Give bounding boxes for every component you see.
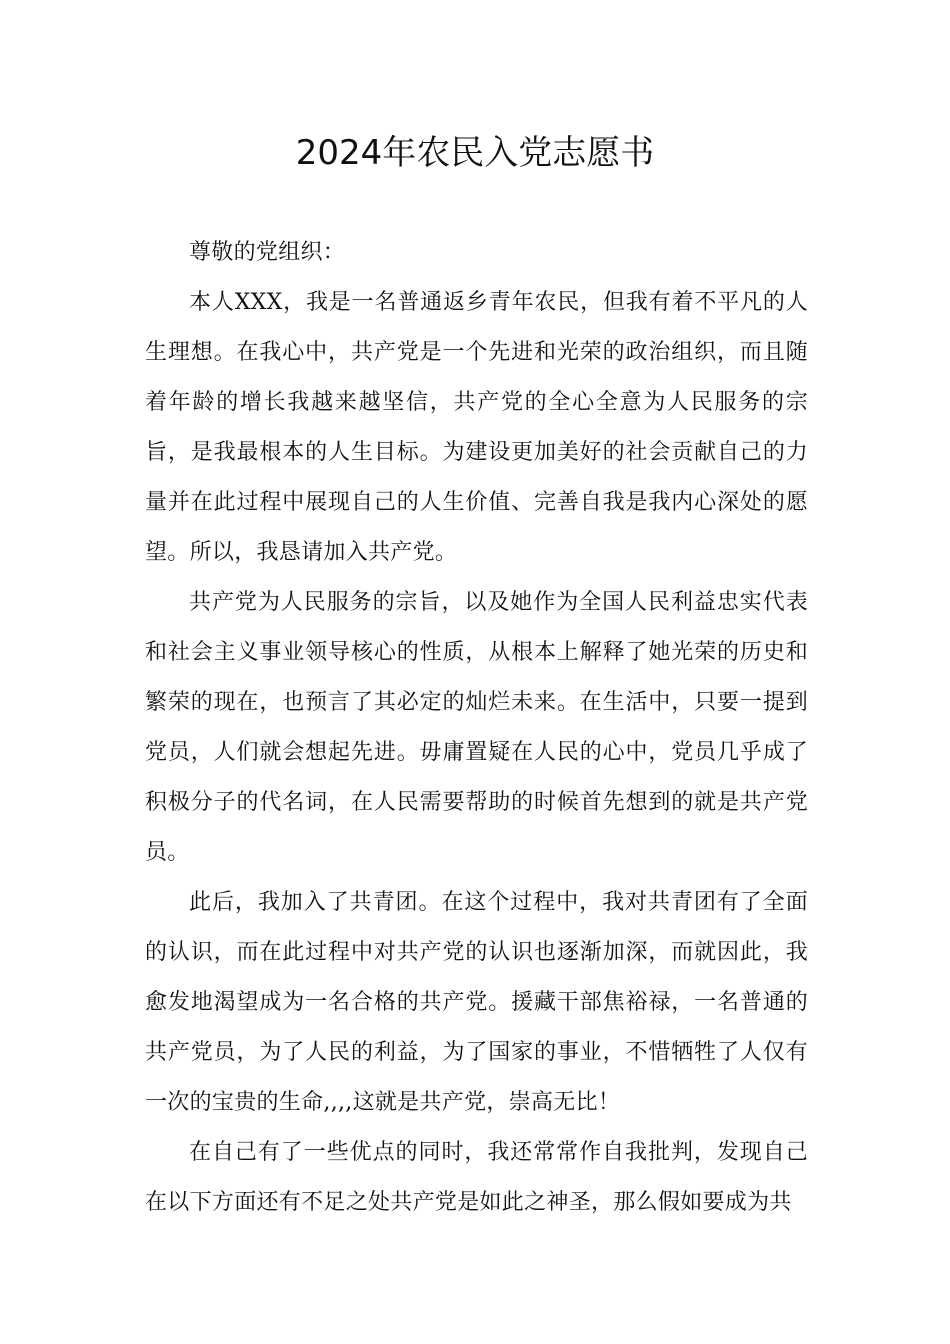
salutation: 尊敬的党组织： bbox=[189, 240, 346, 265]
paragraph-1: 本人XXX，我是一名普通返乡青年农民，但我有着不平凡的人生理想。在我心中，共产党是一个先进和光荣的政治组织，而且随着年龄的增长我越来越坚信，共产党的全心全意为人民服务的宗旨，是我最根本的人生目标。为建设更加美好的社会贡献自己的力量并在此过程中展现自己的人生价值、完善自我是我内心深处的愿望。所以，我恳请加入共产党。 bbox=[145, 290, 808, 565]
paragraph-3: 此后，我加入了共青团。在这个过程中，我对共青团有了全面的认识，而在此过程中对共产党的认识也逐渐加深，而就因此，我愈发地渴望成为一名合格的共产党。援藏干部焦裕禄，一名普通的共产党员，为了人民的利益，为了国家的事业，不惜牺牲了人仅有一次的宝贵的生命,,,,这就是共产党，崇高无比！ bbox=[145, 890, 808, 1115]
paragraph-4: 在自己有了一些优点的同时，我还常常作自我批判，发现自己在以下方面还有不足之处共产党是如此之神圣，那么假如要成为共 bbox=[145, 1140, 808, 1215]
paragraph-2: 共产党为人民服务的宗旨，以及她作为全国人民利益忠实代表和社会主义事业领导核心的性质，从根本上解释了她光荣的历史和繁荣的现在，也预言了其必定的灿烂未来。在生活中，只要一提到党员，人们就会想起先进。毋庸置疑在人民的心中，党员几乎成了积极分子的代名词，在人民需要帮助的时候首先想到的就是共产党员。 bbox=[145, 590, 808, 865]
document-title: 2024年农民入党志愿书 bbox=[295, 133, 655, 173]
document-body bbox=[145, 228, 808, 1228]
